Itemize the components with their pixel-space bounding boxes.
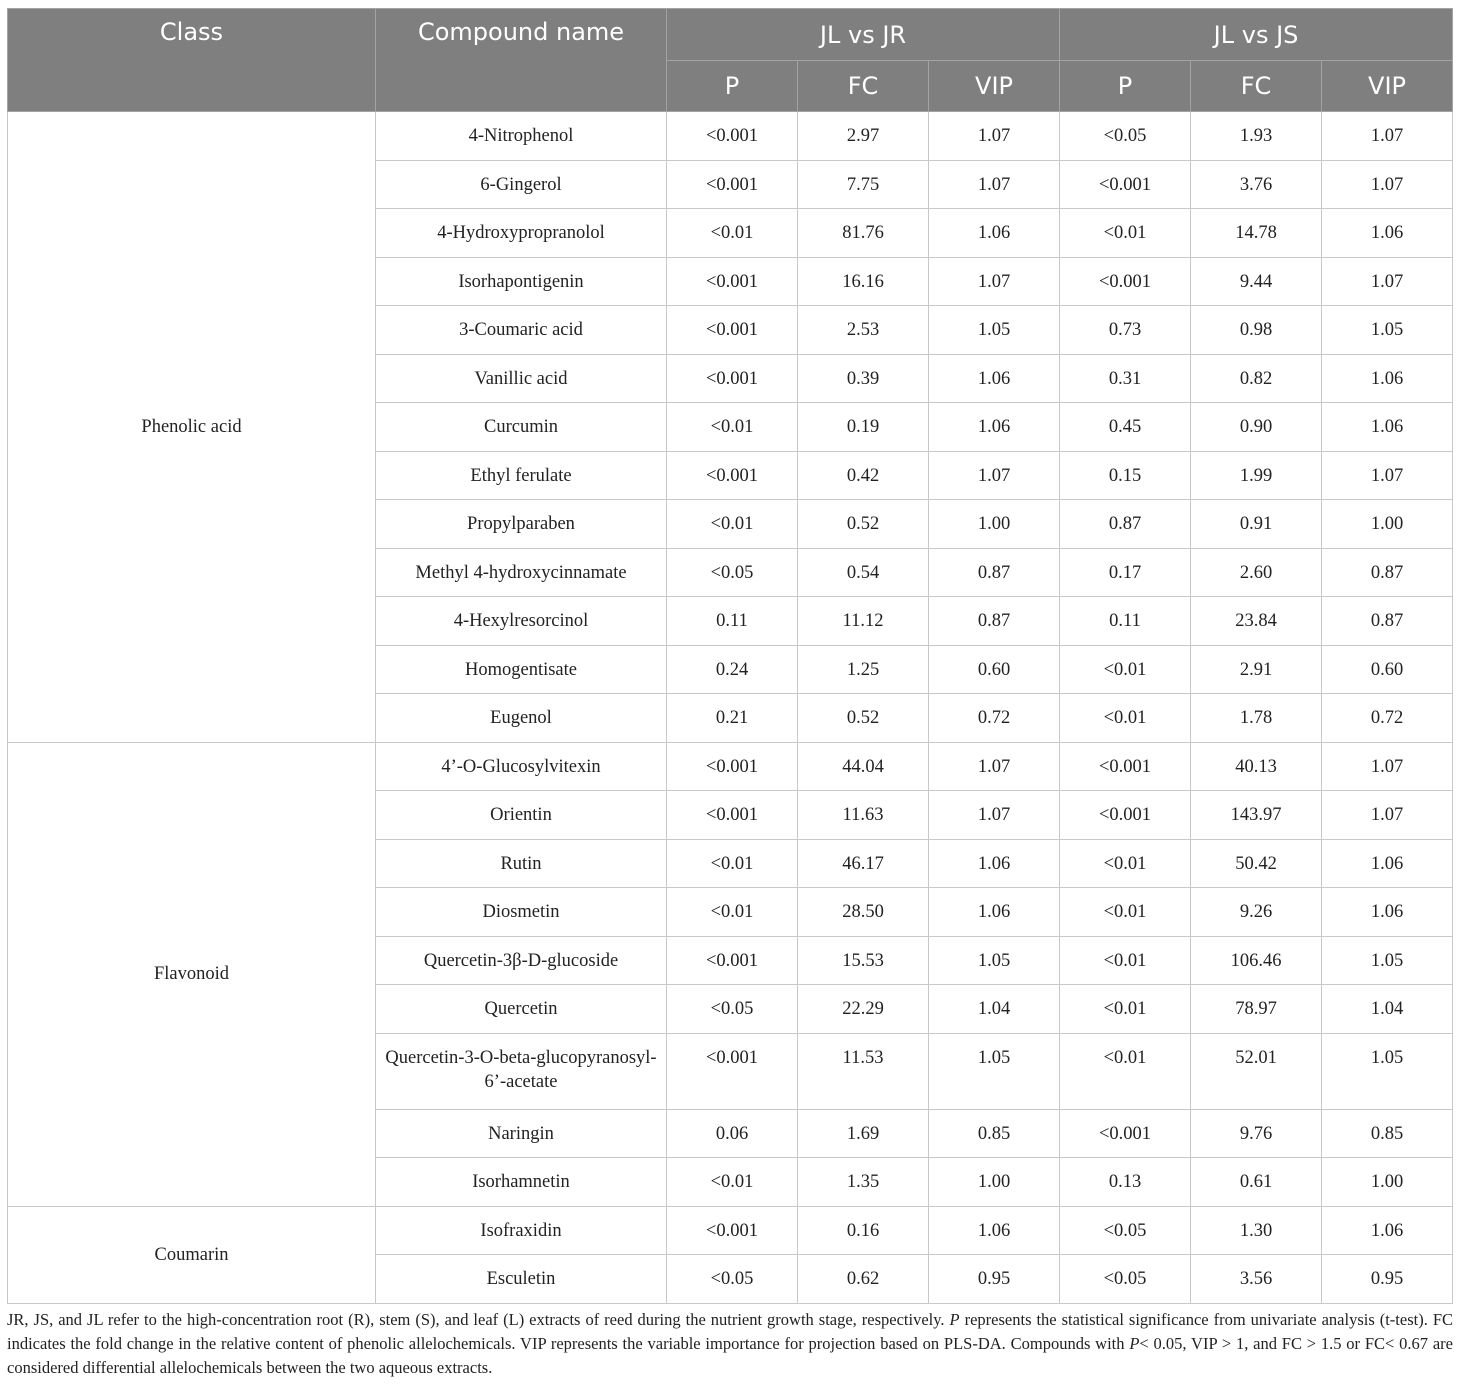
fc-jr-cell: 0.52 (798, 694, 929, 743)
header-jl-vs-jr: JL vs JR (667, 9, 1060, 61)
p-jr-cell: <0.001 (667, 936, 798, 985)
compound-name-cell: Vanillic acid (376, 354, 667, 403)
vip-jr-cell: 1.06 (929, 888, 1060, 937)
footnote-p-symbol-2: P (1129, 1334, 1140, 1353)
vip-jr-cell: 0.60 (929, 645, 1060, 694)
fc-js-cell: 106.46 (1191, 936, 1322, 985)
vip-js-cell: 0.85 (1322, 1109, 1453, 1158)
vip-jr-cell: 1.07 (929, 160, 1060, 209)
vip-jr-cell: 0.72 (929, 694, 1060, 743)
fc-jr-cell: 0.52 (798, 500, 929, 549)
fc-js-cell: 2.60 (1191, 548, 1322, 597)
compound-name-cell: Isofraxidin (376, 1206, 667, 1255)
fc-js-cell: 0.61 (1191, 1158, 1322, 1207)
fc-js-cell: 9.26 (1191, 888, 1322, 937)
table-row (8, 1206, 1453, 1255)
p-jr-cell: <0.001 (667, 791, 798, 840)
compound-name-cell: 4-Nitrophenol (376, 112, 667, 161)
p-jr-cell: <0.05 (667, 1255, 798, 1304)
header-vip-jr: VIP (929, 61, 1060, 112)
fc-js-cell: 0.91 (1191, 500, 1322, 549)
compound-name-cell: Ethyl ferulate (376, 451, 667, 500)
vip-js-cell: 1.05 (1322, 936, 1453, 985)
p-jr-cell: <0.001 (667, 1033, 798, 1109)
p-jr-cell: <0.001 (667, 742, 798, 791)
footnote-part2: represents the statistical significance from univariate analysis (t-test). FC indicates the fold change in the relative content of phenolic allelochemicals. VIP represents the variable importance for projection based on PLS-DA. Compounds with (7, 1310, 1454, 1353)
compound-name-cell: Diosmetin (376, 888, 667, 937)
fc-jr-cell: 0.62 (798, 1255, 929, 1304)
p-jr-cell: <0.05 (667, 985, 798, 1034)
p-jr-cell: <0.05 (667, 548, 798, 597)
table-row (8, 742, 1453, 791)
vip-js-cell: 1.00 (1322, 500, 1453, 549)
vip-jr-cell: 0.95 (929, 1255, 1060, 1304)
fc-jr-cell: 44.04 (798, 742, 929, 791)
compound-name-cell: 3-Coumaric acid (376, 306, 667, 355)
vip-js-cell: 1.07 (1322, 451, 1453, 500)
header-fc-js: FC (1191, 61, 1322, 112)
vip-js-cell: 1.07 (1322, 257, 1453, 306)
header-p-js: P (1060, 61, 1191, 112)
vip-js-cell: 0.95 (1322, 1255, 1453, 1304)
fc-jr-cell: 0.54 (798, 548, 929, 597)
compound-name-cell: Curcumin (376, 403, 667, 452)
vip-jr-cell: 1.05 (929, 1033, 1060, 1109)
fc-jr-cell: 11.12 (798, 597, 929, 646)
vip-jr-cell: 1.00 (929, 1158, 1060, 1207)
p-jr-cell: <0.001 (667, 257, 798, 306)
p-jr-cell: <0.001 (667, 112, 798, 161)
vip-js-cell: 1.06 (1322, 403, 1453, 452)
compound-name-cell: Methyl 4-hydroxycinnamate (376, 548, 667, 597)
compound-name-cell: 6-Gingerol (376, 160, 667, 209)
p-js-cell: <0.001 (1060, 742, 1191, 791)
vip-js-cell: 0.72 (1322, 694, 1453, 743)
compound-name-cell: Quercetin-3-O-beta-glucopyranosyl-6’-acetate (376, 1033, 667, 1109)
fc-js-cell: 1.78 (1191, 694, 1322, 743)
table-body (8, 112, 1453, 1304)
vip-js-cell: 1.05 (1322, 306, 1453, 355)
p-js-cell: 0.87 (1060, 500, 1191, 549)
vip-jr-cell: 1.05 (929, 306, 1060, 355)
compound-name-cell: Homogentisate (376, 645, 667, 694)
fc-js-cell: 0.82 (1191, 354, 1322, 403)
p-js-cell: <0.01 (1060, 1033, 1191, 1109)
p-js-cell: <0.01 (1060, 839, 1191, 888)
table-footnote (7, 1308, 1453, 1380)
vip-js-cell: 1.06 (1322, 1206, 1453, 1255)
vip-js-cell: 1.06 (1322, 354, 1453, 403)
vip-jr-cell: 1.00 (929, 500, 1060, 549)
vip-jr-cell: 1.06 (929, 403, 1060, 452)
compound-name-cell: Quercetin-3β-D-glucoside (376, 936, 667, 985)
compound-name-cell: 4-Hydroxypropranolol (376, 209, 667, 258)
fc-jr-cell: 15.53 (798, 936, 929, 985)
fc-jr-cell: 11.63 (798, 791, 929, 840)
p-jr-cell: 0.06 (667, 1109, 798, 1158)
fc-js-cell: 40.13 (1191, 742, 1322, 791)
table-container (7, 8, 1453, 1304)
p-js-cell: 0.31 (1060, 354, 1191, 403)
compound-name-cell: Orientin (376, 791, 667, 840)
vip-jr-cell: 1.07 (929, 257, 1060, 306)
header-fc-jr: FC (798, 61, 929, 112)
compound-name-cell: Isorhapontigenin (376, 257, 667, 306)
header-jl-vs-js: JL vs JS (1060, 9, 1453, 61)
p-js-cell: <0.05 (1060, 1206, 1191, 1255)
vip-jr-cell: 1.07 (929, 791, 1060, 840)
footnote-p-symbol: P (949, 1310, 960, 1329)
p-js-cell: 0.13 (1060, 1158, 1191, 1207)
fc-jr-cell: 1.69 (798, 1109, 929, 1158)
vip-jr-cell: 0.87 (929, 548, 1060, 597)
fc-js-cell: 9.76 (1191, 1109, 1322, 1158)
header-class: Class (8, 9, 376, 112)
table-row (8, 112, 1453, 161)
fc-jr-cell: 1.35 (798, 1158, 929, 1207)
p-js-cell: 0.11 (1060, 597, 1191, 646)
p-jr-cell: <0.001 (667, 354, 798, 403)
compound-name-cell: Rutin (376, 839, 667, 888)
fc-jr-cell: 22.29 (798, 985, 929, 1034)
fc-js-cell: 50.42 (1191, 839, 1322, 888)
p-jr-cell: <0.01 (667, 839, 798, 888)
p-jr-cell: <0.01 (667, 500, 798, 549)
compound-name-cell: Propylparaben (376, 500, 667, 549)
fc-jr-cell: 11.53 (798, 1033, 929, 1109)
p-jr-cell: <0.001 (667, 1206, 798, 1255)
vip-js-cell: 1.06 (1322, 209, 1453, 258)
fc-jr-cell: 0.16 (798, 1206, 929, 1255)
vip-jr-cell: 1.07 (929, 451, 1060, 500)
fc-jr-cell: 0.19 (798, 403, 929, 452)
compound-name-cell: 4-Hexylresorcinol (376, 597, 667, 646)
vip-jr-cell: 1.05 (929, 936, 1060, 985)
p-js-cell: <0.001 (1060, 257, 1191, 306)
p-js-cell: <0.05 (1060, 1255, 1191, 1304)
fc-jr-cell: 2.53 (798, 306, 929, 355)
header-vip-js: VIP (1322, 61, 1453, 112)
fc-jr-cell: 7.75 (798, 160, 929, 209)
p-jr-cell: 0.11 (667, 597, 798, 646)
compound-name-cell: 4’-O-Glucosylvitexin (376, 742, 667, 791)
vip-js-cell: 0.87 (1322, 548, 1453, 597)
p-jr-cell: <0.01 (667, 209, 798, 258)
header-p-jr: P (667, 61, 798, 112)
fc-js-cell: 23.84 (1191, 597, 1322, 646)
fc-js-cell: 3.76 (1191, 160, 1322, 209)
p-js-cell: <0.01 (1060, 888, 1191, 937)
p-js-cell: <0.01 (1060, 645, 1191, 694)
p-jr-cell: <0.001 (667, 306, 798, 355)
fc-js-cell: 1.93 (1191, 112, 1322, 161)
p-js-cell: <0.001 (1060, 1109, 1191, 1158)
p-js-cell: <0.01 (1060, 694, 1191, 743)
fc-jr-cell: 0.39 (798, 354, 929, 403)
vip-jr-cell: 1.06 (929, 1206, 1060, 1255)
p-js-cell: 0.73 (1060, 306, 1191, 355)
table-header (8, 9, 1453, 112)
vip-jr-cell: 1.06 (929, 354, 1060, 403)
vip-js-cell: 1.07 (1322, 742, 1453, 791)
vip-js-cell: 1.00 (1322, 1158, 1453, 1207)
fc-js-cell: 1.30 (1191, 1206, 1322, 1255)
fc-js-cell: 1.99 (1191, 451, 1322, 500)
fc-js-cell: 9.44 (1191, 257, 1322, 306)
p-js-cell: <0.01 (1060, 209, 1191, 258)
fc-jr-cell: 16.16 (798, 257, 929, 306)
footnote-part3: < 0.05, VIP > 1, and FC > 1.5 or FC< 0.67 are considered differential allelochemicals between the two aqueous extracts. (7, 1334, 1453, 1377)
fc-jr-cell: 81.76 (798, 209, 929, 258)
p-js-cell: <0.01 (1060, 985, 1191, 1034)
compound-name-cell: Isorhamnetin (376, 1158, 667, 1207)
fc-jr-cell: 1.25 (798, 645, 929, 694)
vip-js-cell: 0.60 (1322, 645, 1453, 694)
fc-jr-cell: 28.50 (798, 888, 929, 937)
p-jr-cell: 0.21 (667, 694, 798, 743)
fc-js-cell: 0.90 (1191, 403, 1322, 452)
class-cell: Coumarin (8, 1206, 376, 1303)
vip-jr-cell: 0.87 (929, 597, 1060, 646)
header-compound-name: Compound name (376, 9, 667, 112)
fc-js-cell: 52.01 (1191, 1033, 1322, 1109)
p-js-cell: 0.15 (1060, 451, 1191, 500)
fc-js-cell: 78.97 (1191, 985, 1322, 1034)
p-jr-cell: <0.01 (667, 1158, 798, 1207)
fc-js-cell: 0.98 (1191, 306, 1322, 355)
p-jr-cell: <0.01 (667, 403, 798, 452)
allelochemicals-table (7, 8, 1453, 1304)
vip-js-cell: 0.87 (1322, 597, 1453, 646)
p-js-cell: <0.01 (1060, 936, 1191, 985)
vip-js-cell: 1.07 (1322, 160, 1453, 209)
vip-js-cell: 1.04 (1322, 985, 1453, 1034)
class-cell: Flavonoid (8, 742, 376, 1206)
p-js-cell: <0.001 (1060, 791, 1191, 840)
vip-jr-cell: 1.07 (929, 112, 1060, 161)
vip-jr-cell: 1.07 (929, 742, 1060, 791)
compound-name-cell: Naringin (376, 1109, 667, 1158)
vip-js-cell: 1.07 (1322, 791, 1453, 840)
vip-js-cell: 1.06 (1322, 888, 1453, 937)
p-jr-cell: 0.24 (667, 645, 798, 694)
vip-jr-cell: 1.06 (929, 839, 1060, 888)
footnote-part1: JR, JS, and JL refer to the high-concentration root (R), stem (S), and leaf (L) extracts of reed during the nutrient growth stage, respectively. (7, 1310, 945, 1329)
fc-jr-cell: 2.97 (798, 112, 929, 161)
fc-jr-cell: 46.17 (798, 839, 929, 888)
vip-jr-cell: 0.85 (929, 1109, 1060, 1158)
class-cell: Phenolic acid (8, 112, 376, 743)
fc-js-cell: 2.91 (1191, 645, 1322, 694)
fc-js-cell: 3.56 (1191, 1255, 1322, 1304)
compound-name-cell: Eugenol (376, 694, 667, 743)
compound-name-cell: Esculetin (376, 1255, 667, 1304)
fc-jr-cell: 0.42 (798, 451, 929, 500)
fc-js-cell: 14.78 (1191, 209, 1322, 258)
vip-js-cell: 1.07 (1322, 112, 1453, 161)
p-js-cell: <0.001 (1060, 160, 1191, 209)
p-js-cell: <0.05 (1060, 112, 1191, 161)
vip-js-cell: 1.05 (1322, 1033, 1453, 1109)
vip-jr-cell: 1.04 (929, 985, 1060, 1034)
compound-name-cell: Quercetin (376, 985, 667, 1034)
p-js-cell: 0.45 (1060, 403, 1191, 452)
fc-js-cell: 143.97 (1191, 791, 1322, 840)
p-jr-cell: <0.01 (667, 888, 798, 937)
vip-js-cell: 1.06 (1322, 839, 1453, 888)
p-jr-cell: <0.001 (667, 451, 798, 500)
p-jr-cell: <0.001 (667, 160, 798, 209)
p-js-cell: 0.17 (1060, 548, 1191, 597)
vip-jr-cell: 1.06 (929, 209, 1060, 258)
